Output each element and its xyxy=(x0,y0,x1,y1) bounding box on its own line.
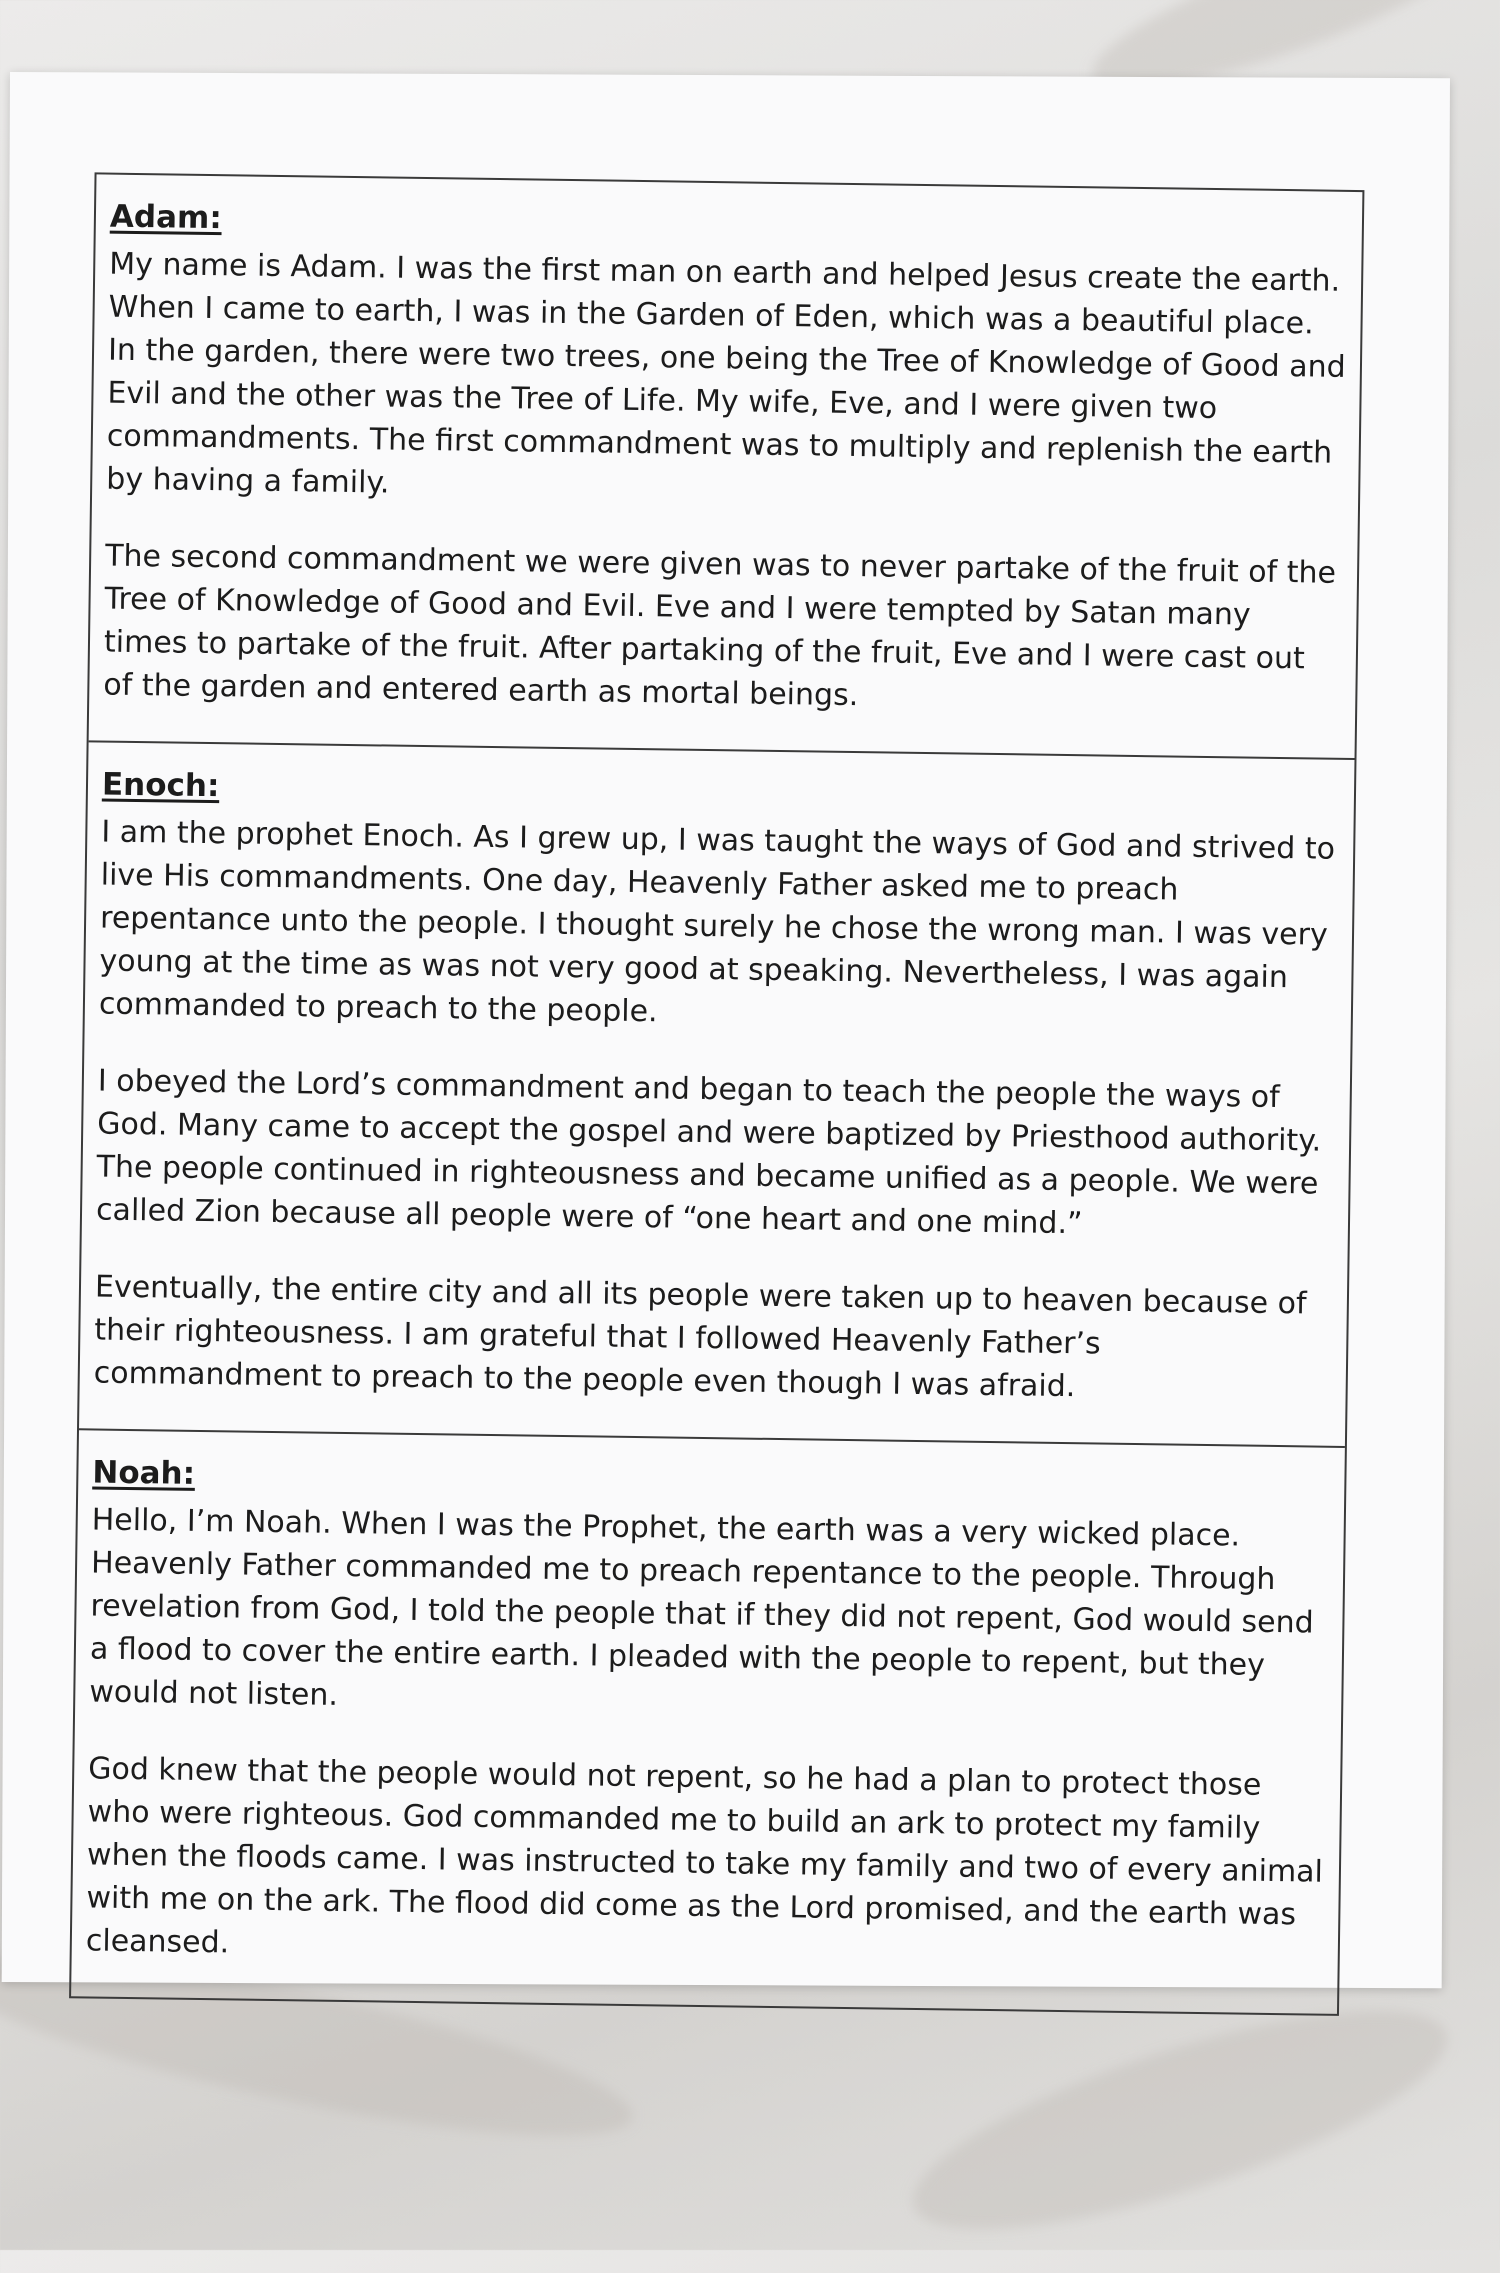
character-cards xyxy=(69,172,1364,2016)
card-adam xyxy=(89,174,1363,760)
paper-sheet xyxy=(2,72,1450,1988)
card-name: Enoch: xyxy=(101,766,220,805)
card-paragraph: I obeyed the Lord’s commandment and began to teach the people the ways of God. Many came to accept the gospel and were baptized by Priesthood authority. The people continued in righteousness and became unified as a people. We were called Zion because all people were of “one heart and one mind.” xyxy=(95,1063,1322,1242)
card-paragraph: The second commandment we were given was to never partake of the fruit of the Tree of Knowledge of Good and Evil. Eve and I were tempted by Satan many times to partake of the fruit. After partaking of the fruit, Eve and I were cast out of the garden and entered earth as mortal beings. xyxy=(103,538,1337,714)
card-paragraph: God knew that the people would not repent, so he had a plan to protect those who were righteous. God commanded me to build an ark to protect my family when the floods came. I was instructed to take my family and two of every animal with me on the ark. The flood did come as the Lord promised, and the earth was cleansed. xyxy=(85,1751,1324,1961)
card-paragraph: Eventually, the entire city and all its people were taken up to heaven because of their righteousness. I am grateful that I followed Heavenly Father’s commandment to preach to the people even though I was afraid. xyxy=(93,1269,1307,1405)
card-noah xyxy=(71,1430,1345,2014)
card-name: Noah: xyxy=(92,1454,196,1492)
card-name: Adam: xyxy=(109,198,222,237)
card-paragraph: I am the prophet Enoch. As I grew up, I was taught the ways of God and strived to live His commandments. One day, Heavenly Father asked me to preach repentance unto the people. I thought surely he chose the wrong man. I was very young at the time as was not very good at speaking. Nevertheless, I was again commanded to preach to the people. xyxy=(98,814,1336,1030)
card-enoch xyxy=(79,742,1354,1448)
card-paragraph: My name is Adam. I was the first man on earth and helped Jesus create the earth. When I came to earth, I was in the Garden of Eden, which was a beautiful place. In the garden, there were two trees, one being the Tree of Knowledge of Good and Evil and the other was the Tree of Life. My wife, Eve, and I were given two commandments. The first commandment was to multiply and replenish the earth by having a family. xyxy=(106,246,1346,501)
card-paragraph: Hello, I’m Noah. When I was the Prophet, the earth was a very wicked place. Heavenly Father commanded me to preach repentance to the people. Through revelation from God, I told the people that if they did not repent, God would send a flood to cover the entire earth. I pleaded with the people to repent, but they would not listen. xyxy=(89,1502,1314,1713)
